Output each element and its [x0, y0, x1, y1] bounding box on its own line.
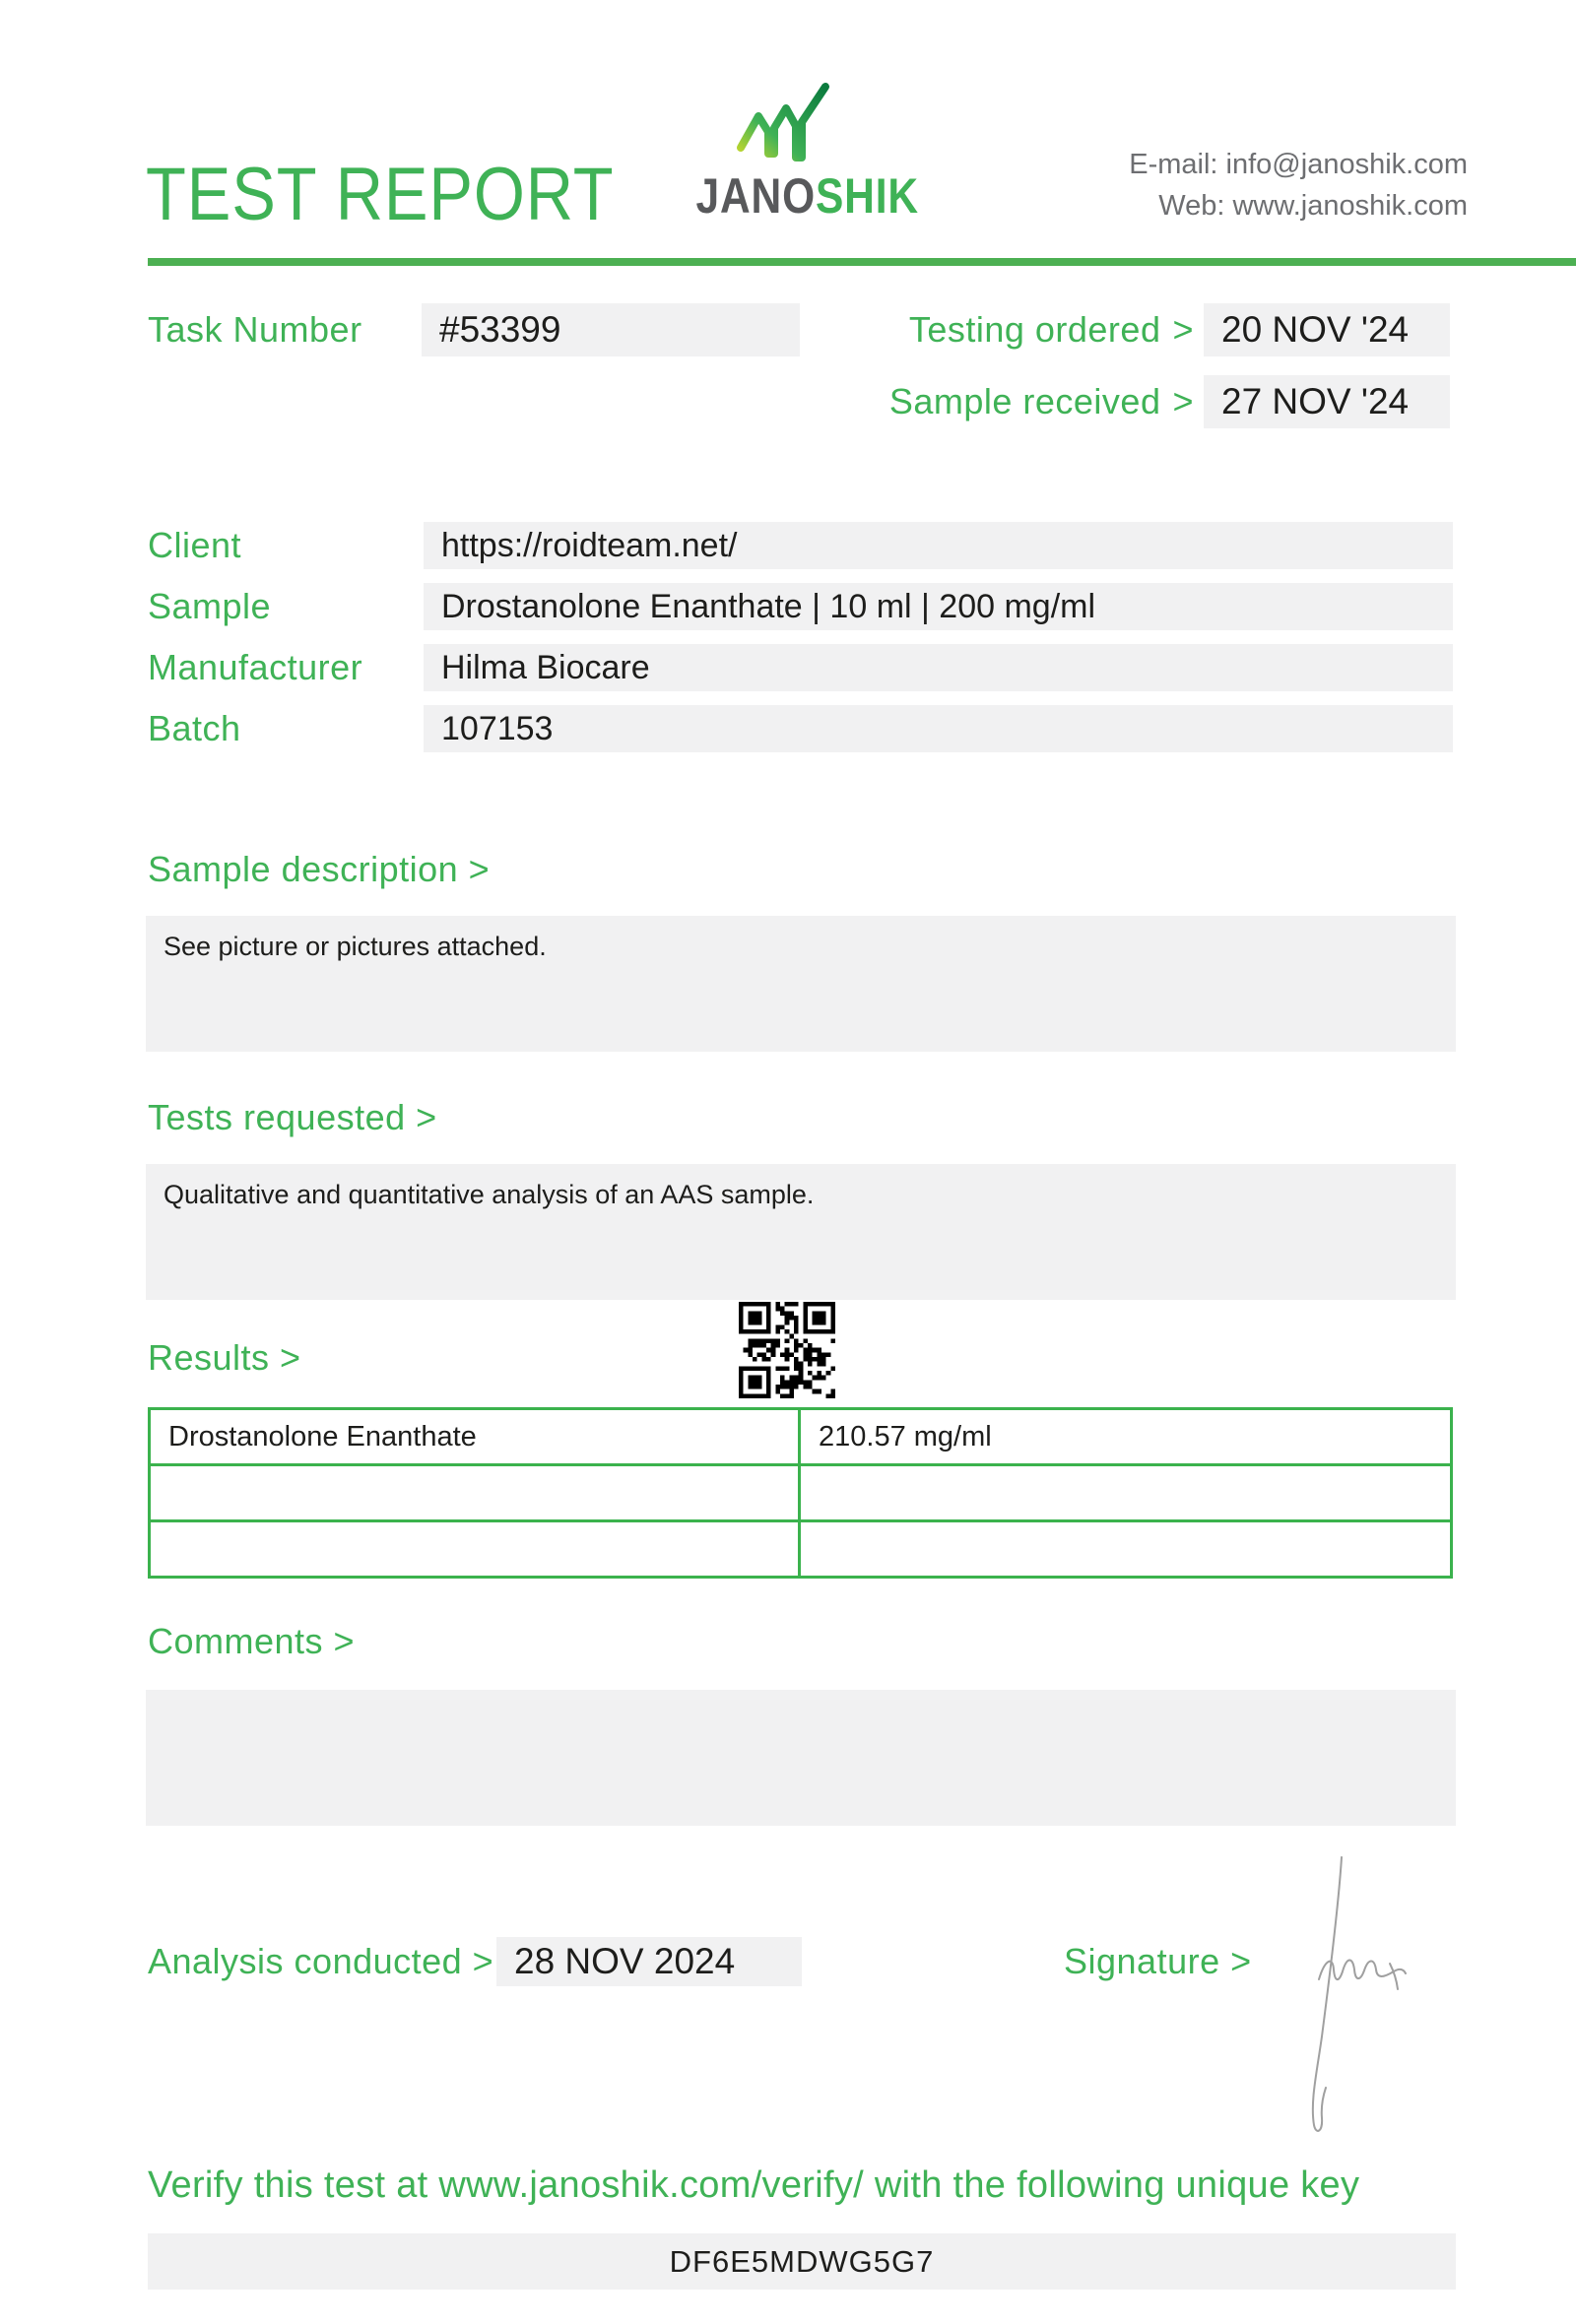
results-table-cell: 210.57 mg/ml [801, 1410, 1450, 1463]
sample-received-label-text: Sample received [888, 381, 1161, 421]
testing-ordered-label [847, 303, 1194, 356]
logo-wordmark-jano: JANO [695, 168, 816, 224]
manufacturer-value: Hilma Biocare [424, 644, 1453, 691]
results-heading: Results > [148, 1337, 301, 1378]
batch-label: Batch [148, 708, 241, 748]
qr-code-icon [739, 1302, 835, 1398]
signature-image [1295, 1853, 1409, 2139]
client-value: https://roidteam.net/ [424, 522, 1453, 569]
results-table [148, 1407, 1453, 1579]
contact-web: Web: www.janoshik.com [1158, 190, 1468, 222]
verify-key: DF6E5MDWG5G7 [148, 2233, 1456, 2290]
analysis-conducted-label: Analysis conducted > [148, 1941, 494, 1981]
task-number-value: #53399 [422, 303, 800, 356]
client-label: Client [148, 525, 242, 565]
sample-description-box: See picture or pictures attached. [146, 916, 1456, 1052]
sample-label: Sample [148, 586, 272, 626]
page-title: TEST REPORT [146, 153, 615, 236]
comments-box [146, 1690, 1456, 1826]
analysis-conducted-date: 28 NOV 2024 [496, 1937, 802, 1986]
batch-value: 107153 [424, 705, 1453, 752]
signature-label: Signature > [1064, 1941, 1252, 1981]
header-divider [148, 258, 1576, 266]
results-table-cell [151, 1466, 798, 1519]
chevron-right-icon: > [1172, 309, 1194, 350]
comments-heading: Comments > [148, 1621, 356, 1661]
tests-requested-box: Qualitative and quantitative analysis of an AAS sample. [146, 1164, 1456, 1300]
logo-wordmark [695, 167, 919, 225]
results-table-cell [801, 1466, 1450, 1519]
testing-ordered-label-text: Testing ordered [908, 309, 1161, 350]
tests-requested-heading: Tests requested > [148, 1097, 437, 1137]
results-table-cell: Drostanolone Enanthate [151, 1410, 798, 1463]
sample-value: Drostanolone Enanthate | 10 ml | 200 mg/ml [424, 583, 1453, 630]
logo-wordmark-shik: SHIK [815, 168, 919, 224]
contact-block [1129, 144, 1468, 226]
testing-ordered-value: 20 NOV '24 [1204, 303, 1450, 356]
chevron-right-icon: > [1172, 381, 1194, 421]
growth-chart-icon [735, 81, 837, 163]
contact-email: E-mail: info@janoshik.com [1129, 149, 1468, 180]
verify-instruction: Verify this test at www.janoshik.com/verify/ with the following unique key [148, 2164, 1360, 2206]
sample-description-heading: Sample description > [148, 849, 491, 889]
sample-received-label [847, 375, 1194, 428]
manufacturer-label: Manufacturer [148, 647, 363, 687]
sample-received-value: 27 NOV '24 [1204, 375, 1450, 428]
results-table-cell [151, 1522, 798, 1576]
results-table-cell [801, 1522, 1450, 1576]
task-number-label: Task Number [148, 309, 362, 350]
